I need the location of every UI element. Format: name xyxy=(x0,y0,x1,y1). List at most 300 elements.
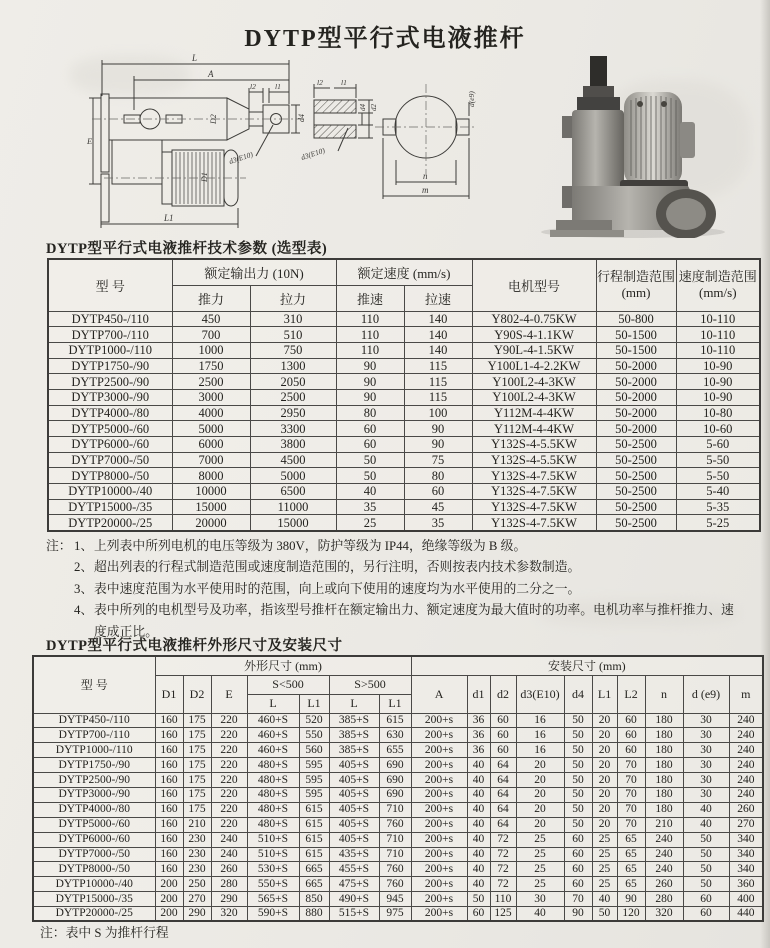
table-cell: 50 xyxy=(564,713,592,728)
table-cell: 160 xyxy=(155,713,183,728)
table-cell: 36 xyxy=(467,713,490,728)
table-cell: 40 xyxy=(336,484,404,500)
table-cell: 160 xyxy=(155,773,183,788)
table-row xyxy=(33,728,763,743)
table-cell: 450 xyxy=(172,311,250,327)
table-row xyxy=(33,877,763,892)
table-cell: DYTP700-/110 xyxy=(48,327,172,343)
table-cell: 260 xyxy=(645,877,683,892)
table-row xyxy=(48,342,760,358)
table-cell: 60 xyxy=(467,907,490,922)
table-cell: DYTP4000-/80 xyxy=(48,405,172,421)
table-cell: 180 xyxy=(645,728,683,743)
table-cell: DYTP7000-/50 xyxy=(33,847,155,862)
table-cell: 50 xyxy=(683,877,729,892)
table-cell: DYTP1000-/110 xyxy=(33,743,155,758)
table-cell: Y132S-4-7.5KW xyxy=(472,515,596,531)
table-cell: 405+S xyxy=(329,758,379,773)
table-cell: 360 xyxy=(729,877,763,892)
table-cell: 50-800 xyxy=(596,311,676,327)
table-cell: 240 xyxy=(729,713,763,728)
table-cell: 45 xyxy=(404,499,472,515)
table-row xyxy=(33,907,763,922)
table-cell: 40 xyxy=(592,892,617,907)
table-cell: Y132S-4-7.5KW xyxy=(472,484,596,500)
table-row xyxy=(48,389,760,405)
table-cell: 880 xyxy=(299,907,329,922)
note-text: 表中所列的电机型号及功率，指该型号推杆在额定输出力、额定速度为最大值时的功率。电机功率与推杆推力、速度成正比。 xyxy=(94,603,734,639)
dim-label-sec-d4: d4 xyxy=(359,104,367,111)
table-cell: DYTP20000-/25 xyxy=(33,907,155,922)
table-cell: 20 xyxy=(592,802,617,817)
table-cell: 20 xyxy=(516,817,564,832)
table-cell: 30 xyxy=(683,743,729,758)
table-cell: 160 xyxy=(155,832,183,847)
table-cell: 35 xyxy=(404,515,472,531)
table-cell: 480+S xyxy=(247,773,299,788)
spec-table xyxy=(47,258,761,532)
table-cell: DYTP1750-/90 xyxy=(33,758,155,773)
table-cell: 240 xyxy=(211,847,247,862)
table-cell: 520 xyxy=(299,713,329,728)
table-cell: 30 xyxy=(683,773,729,788)
table-cell: 60 xyxy=(490,713,516,728)
table-cell: 200+s xyxy=(411,713,467,728)
table-cell: DYTP700-/110 xyxy=(33,728,155,743)
table-cell: 220 xyxy=(211,713,247,728)
table-cell: 405+S xyxy=(329,832,379,847)
col-pull-force: 拉力 xyxy=(250,285,336,311)
table-cell: 240 xyxy=(729,743,763,758)
table-cell: 710 xyxy=(379,832,411,847)
table-cell: 200+s xyxy=(411,728,467,743)
table-cell: 60 xyxy=(336,437,404,453)
table-cell: 480+S xyxy=(247,787,299,802)
dim-label-E: E xyxy=(87,136,93,146)
table-cell: 50-2000 xyxy=(596,374,676,390)
table-cell: 615 xyxy=(299,802,329,817)
col-model: 型 号 xyxy=(33,656,155,713)
table-cell: DYTP15000-/35 xyxy=(33,892,155,907)
table-cell: 50 xyxy=(683,847,729,862)
table-cell: 240 xyxy=(645,862,683,877)
table-row xyxy=(33,773,763,788)
table-cell: 220 xyxy=(211,728,247,743)
table-cell: 115 xyxy=(404,389,472,405)
table-cell: 50 xyxy=(564,758,592,773)
table-cell: 200+s xyxy=(411,743,467,758)
table-cell: DYTP8000-/50 xyxy=(48,468,172,484)
col-d4: d4 xyxy=(564,675,592,713)
stroke-range-line1: 行程制造范围 xyxy=(597,269,676,284)
table-cell: 200+s xyxy=(411,907,467,922)
table-cell: 760 xyxy=(379,877,411,892)
table-cell: 490+S xyxy=(329,892,379,907)
table-cell: 340 xyxy=(729,832,763,847)
note-number: 1、 xyxy=(74,539,94,553)
table-cell: 40 xyxy=(467,862,490,877)
table-cell: 40 xyxy=(467,877,490,892)
technical-drawing xyxy=(86,52,526,238)
table-row xyxy=(48,421,760,437)
table-cell: 160 xyxy=(155,758,183,773)
col-d-e9: d (e9) xyxy=(683,675,729,713)
table-cell: 50 xyxy=(564,787,592,802)
table-row xyxy=(48,358,760,374)
table-cell: 240 xyxy=(645,832,683,847)
col-E: E xyxy=(211,675,247,713)
header-row xyxy=(48,259,760,285)
table-cell: 2500 xyxy=(250,389,336,405)
table-cell: 440 xyxy=(729,907,763,922)
table-cell: 70 xyxy=(564,892,592,907)
table-cell: 40 xyxy=(467,847,490,862)
table-cell: 175 xyxy=(183,728,211,743)
table-row xyxy=(48,515,760,531)
table-cell: 590+S xyxy=(247,907,299,922)
table-cell: 30 xyxy=(516,892,564,907)
table-cell: 20000 xyxy=(172,515,250,531)
table-cell: 455+S xyxy=(329,862,379,877)
table-cell: 110 xyxy=(336,311,404,327)
col-D1: D1 xyxy=(155,675,183,713)
table-cell: 340 xyxy=(729,862,763,877)
table-cell: 60 xyxy=(404,484,472,500)
col-n: n xyxy=(645,675,683,713)
col-L2: L2 xyxy=(617,675,645,713)
table-cell: 160 xyxy=(155,817,183,832)
product-photo xyxy=(528,54,766,238)
table-cell: 16 xyxy=(516,743,564,758)
col-L1-lt: L1 xyxy=(299,694,329,713)
table-cell: 20 xyxy=(592,713,617,728)
table-cell: 550 xyxy=(299,728,329,743)
table-cell: 70 xyxy=(617,773,645,788)
table-cell: 40 xyxy=(467,817,490,832)
table-cell: 50-2500 xyxy=(596,484,676,500)
table-cell: 690 xyxy=(379,773,411,788)
table-cell: Y132S-4-5.5KW xyxy=(472,452,596,468)
table-cell: 6500 xyxy=(250,484,336,500)
table-cell: 60 xyxy=(617,713,645,728)
table-cell: 1750 xyxy=(172,358,250,374)
table-cell: 240 xyxy=(645,847,683,862)
table-cell: 40 xyxy=(683,802,729,817)
table-row xyxy=(48,499,760,515)
table-cell: 20 xyxy=(592,817,617,832)
table-cell: 30 xyxy=(683,713,729,728)
dim-label-sec-d2: d2 xyxy=(370,104,378,111)
table-cell: 60 xyxy=(564,877,592,892)
table-cell: 5-25 xyxy=(676,515,760,531)
table-cell: 975 xyxy=(379,907,411,922)
table-cell: 50 xyxy=(336,468,404,484)
col-L-lt: L xyxy=(247,694,299,713)
table-cell: 460+S xyxy=(247,743,299,758)
table-cell: 3300 xyxy=(250,421,336,437)
table-cell: DYTP8000-/50 xyxy=(33,862,155,877)
table-cell: 20 xyxy=(592,728,617,743)
table-cell: 80 xyxy=(336,405,404,421)
table-cell: DYTP4000-/80 xyxy=(33,802,155,817)
table-cell: 50-1500 xyxy=(596,342,676,358)
table-cell: 475+S xyxy=(329,877,379,892)
table-cell: 10-80 xyxy=(676,405,760,421)
table-cell: Y132S-4-7.5KW xyxy=(472,468,596,484)
col-model: 型 号 xyxy=(48,259,172,311)
table-cell: 160 xyxy=(155,743,183,758)
table-cell: 290 xyxy=(211,892,247,907)
table-cell: 25 xyxy=(592,847,617,862)
table-cell: 5-35 xyxy=(676,499,760,515)
table-cell: 175 xyxy=(183,787,211,802)
table-cell: 50 xyxy=(467,892,490,907)
table-cell: 100 xyxy=(404,405,472,421)
table-cell: 65 xyxy=(617,862,645,877)
table-cell: 665 xyxy=(299,862,329,877)
table-cell: 50 xyxy=(564,773,592,788)
table-row xyxy=(33,847,763,862)
table-cell: 210 xyxy=(645,817,683,832)
table-cell: 140 xyxy=(404,327,472,343)
table-cell: 90 xyxy=(564,907,592,922)
table-cell: 36 xyxy=(467,743,490,758)
col-d1: d1 xyxy=(467,675,490,713)
table-cell: 25 xyxy=(516,832,564,847)
table-cell: 200 xyxy=(155,892,183,907)
col-stroke-range xyxy=(596,259,676,311)
table-cell: 20 xyxy=(516,758,564,773)
table-cell: DYTP20000-/25 xyxy=(48,515,172,531)
table-cell: 160 xyxy=(155,847,183,862)
table-cell: DYTP6000-/60 xyxy=(33,832,155,847)
note-line xyxy=(46,536,736,557)
table-cell: 200+s xyxy=(411,862,467,877)
table-cell: DYTP450-/110 xyxy=(33,713,155,728)
table-cell: 850 xyxy=(299,892,329,907)
table-cell: 15000 xyxy=(172,499,250,515)
table-cell: 50-2500 xyxy=(596,499,676,515)
table-cell: 90 xyxy=(404,437,472,453)
table-cell: 760 xyxy=(379,817,411,832)
table-cell: 70 xyxy=(617,802,645,817)
dim-label-L1: L1 xyxy=(164,213,174,223)
table-cell: 25 xyxy=(592,832,617,847)
table-cell: 1000 xyxy=(172,342,250,358)
table-cell: 200+s xyxy=(411,787,467,802)
table-cell: 160 xyxy=(155,862,183,877)
table-cell: 90 xyxy=(336,374,404,390)
table-cell: 10-110 xyxy=(676,327,760,343)
table-cell: 40 xyxy=(516,907,564,922)
table-cell: 180 xyxy=(645,787,683,802)
table-cell: 90 xyxy=(336,358,404,374)
table-cell: 72 xyxy=(490,877,516,892)
table-cell: 50-2500 xyxy=(596,452,676,468)
col-D2: D2 xyxy=(183,675,211,713)
table-cell: 120 xyxy=(617,907,645,922)
table-cell: 175 xyxy=(183,713,211,728)
table-cell: DYTP3000-/90 xyxy=(33,787,155,802)
table-cell: 30 xyxy=(683,787,729,802)
table-cell: 5-50 xyxy=(676,468,760,484)
col-d3: d3(E10) xyxy=(516,675,564,713)
table-cell: 50 xyxy=(336,452,404,468)
table-cell: 200+s xyxy=(411,758,467,773)
table-cell: 280 xyxy=(645,892,683,907)
end-view-drawing xyxy=(375,84,477,199)
table-row xyxy=(48,405,760,421)
table-cell: 385+S xyxy=(329,713,379,728)
table-cell: 180 xyxy=(645,802,683,817)
table-cell: 60 xyxy=(683,907,729,922)
table-cell: 90 xyxy=(336,389,404,405)
table-cell: 200+s xyxy=(411,817,467,832)
table-cell: 50 xyxy=(683,832,729,847)
table-cell: Y112M-4-4KW xyxy=(472,405,596,421)
table-cell: 20 xyxy=(592,743,617,758)
table-cell: 50 xyxy=(564,728,592,743)
table-cell: 385+S xyxy=(329,743,379,758)
table-cell: 160 xyxy=(155,787,183,802)
table-cell: 4000 xyxy=(172,405,250,421)
col-speed-range xyxy=(676,259,760,311)
table-cell: 2500 xyxy=(172,374,250,390)
col-s-lt-500: S<500 xyxy=(247,675,329,694)
table-cell: 175 xyxy=(183,743,211,758)
table-cell: 760 xyxy=(379,862,411,877)
table-cell: 10-110 xyxy=(676,311,760,327)
table-cell: 615 xyxy=(299,832,329,847)
dim-label-sec-l2: l2 xyxy=(317,78,323,87)
table-cell: DYTP7000-/50 xyxy=(48,452,172,468)
spec-table-title: DYTP型平行式电液推杆技术参数 (选型表) xyxy=(46,241,328,257)
table-cell: 72 xyxy=(490,847,516,862)
table-cell: 20 xyxy=(516,802,564,817)
dimension-table xyxy=(32,655,764,922)
table-cell: Y90L-4-1.5KW xyxy=(472,342,596,358)
table-cell: 50-2000 xyxy=(596,405,676,421)
table-cell: 110 xyxy=(336,342,404,358)
table-cell: 180 xyxy=(645,773,683,788)
table-cell: 50 xyxy=(564,743,592,758)
table-cell: 250 xyxy=(183,877,211,892)
table-cell: 230 xyxy=(183,832,211,847)
table-cell: 5-60 xyxy=(676,437,760,453)
table-cell: 240 xyxy=(729,773,763,788)
table-cell: 405+S xyxy=(329,773,379,788)
table-cell: 5000 xyxy=(172,421,250,437)
table-cell: 25 xyxy=(516,862,564,877)
table-cell: 510+S xyxy=(247,847,299,862)
table-cell: 10000 xyxy=(172,484,250,500)
table-cell: 260 xyxy=(729,802,763,817)
speed-range-line2: (mm/s) xyxy=(698,285,737,301)
note-text: 表中速度范围为水平使用时的范围，向上或向下使用的速度均为水平使用的二分之一。 xyxy=(94,581,581,596)
table-cell: Y132S-4-5.5KW xyxy=(472,437,596,453)
dim-label-d-e9: d(e9) xyxy=(467,91,476,107)
table-cell: 4500 xyxy=(250,452,336,468)
table-cell: 230 xyxy=(183,862,211,877)
table-cell: 65 xyxy=(617,832,645,847)
table-cell: 40 xyxy=(467,773,490,788)
table-cell: 40 xyxy=(683,817,729,832)
table-cell: 655 xyxy=(379,743,411,758)
table-row xyxy=(33,713,763,728)
table-cell: 665 xyxy=(299,877,329,892)
table-cell: 200+s xyxy=(411,877,467,892)
table-cell: 460+S xyxy=(247,728,299,743)
footer-note: 注：表中 S 为推杆行程 xyxy=(40,926,169,940)
table-cell: 110 xyxy=(336,327,404,343)
dim-label-n: n xyxy=(423,171,428,181)
note-number: 2、 xyxy=(74,560,94,575)
table-cell: 200+s xyxy=(411,847,467,862)
col-push-force: 推力 xyxy=(172,285,250,311)
notes-block xyxy=(46,536,736,643)
table-cell: 210 xyxy=(183,817,211,832)
table-cell: 64 xyxy=(490,787,516,802)
table-cell: 10-110 xyxy=(676,342,760,358)
table-cell: 180 xyxy=(645,713,683,728)
note-number: 4、 xyxy=(74,603,94,618)
table-cell: 5-50 xyxy=(676,452,760,468)
table-cell: 72 xyxy=(490,862,516,877)
table-cell: 200 xyxy=(155,907,183,922)
table-cell: 405+S xyxy=(329,787,379,802)
table-cell: 65 xyxy=(617,847,645,862)
table-cell: 220 xyxy=(211,758,247,773)
table-cell: DYTP3000-/90 xyxy=(48,389,172,405)
table-cell: 550+S xyxy=(247,877,299,892)
table-cell: 270 xyxy=(729,817,763,832)
table-cell: 50 xyxy=(564,802,592,817)
table-cell: 160 xyxy=(155,728,183,743)
table-cell: 36 xyxy=(467,728,490,743)
table-cell: 70 xyxy=(617,817,645,832)
table-cell: 90 xyxy=(404,421,472,437)
table-cell: 20 xyxy=(592,787,617,802)
table-cell: DYTP5000-/60 xyxy=(48,421,172,437)
table-cell: 690 xyxy=(379,787,411,802)
table-cell: 710 xyxy=(379,802,411,817)
dim-label-L: L xyxy=(192,53,198,63)
table-row xyxy=(48,437,760,453)
table-cell: 50 xyxy=(564,817,592,832)
table-cell: 200+s xyxy=(411,802,467,817)
table-cell: 480+S xyxy=(247,758,299,773)
table-cell: 50-1500 xyxy=(596,327,676,343)
table-cell: 2950 xyxy=(250,405,336,421)
table-cell: 64 xyxy=(490,802,516,817)
col-m: m xyxy=(729,675,763,713)
table-cell: 700 xyxy=(172,327,250,343)
table-cell: 60 xyxy=(683,892,729,907)
table-cell: 50-2000 xyxy=(596,358,676,374)
table-row xyxy=(33,892,763,907)
figure-area xyxy=(0,52,770,240)
table-cell: 10-60 xyxy=(676,421,760,437)
header-row xyxy=(33,656,763,675)
table-cell: Y100L2-4-3KW xyxy=(472,389,596,405)
table-cell: 220 xyxy=(211,787,247,802)
col-rated-force: 额定输出力 (10N) xyxy=(172,259,336,285)
table-cell: 3800 xyxy=(250,437,336,453)
table-row xyxy=(48,484,760,500)
table-cell: Y100L2-4-3KW xyxy=(472,374,596,390)
table-cell: 20 xyxy=(516,787,564,802)
table-cell: 460+S xyxy=(247,713,299,728)
